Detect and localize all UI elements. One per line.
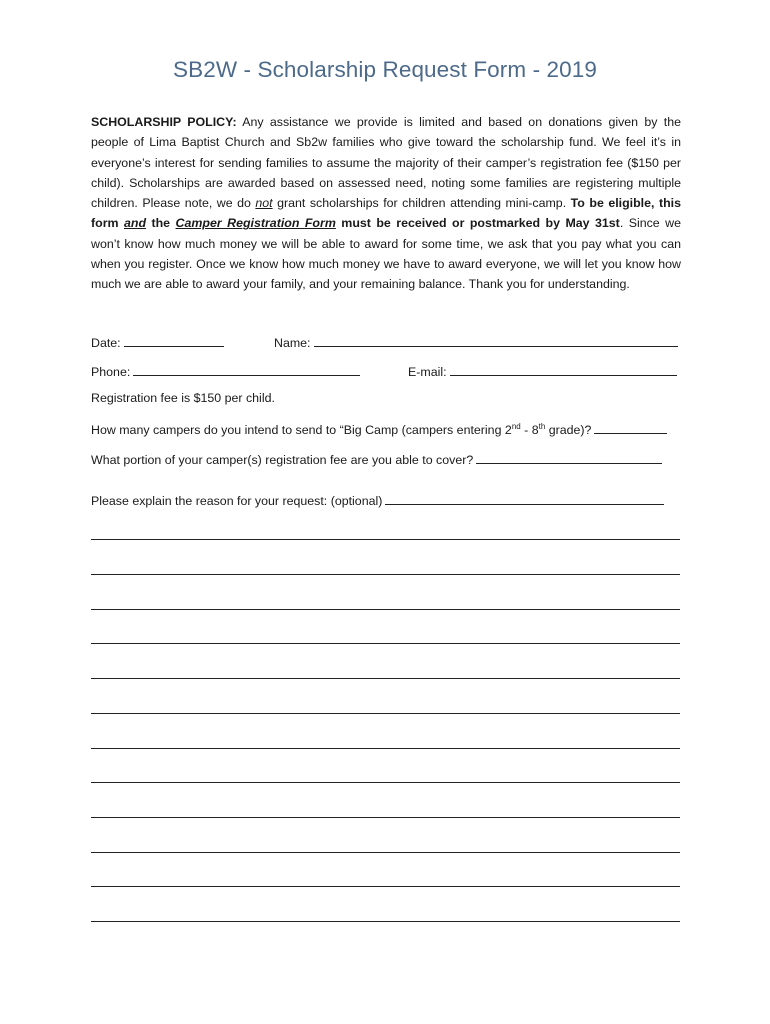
registration-fee-note: Registration fee is $150 per child. xyxy=(91,391,275,405)
name-label: Name: xyxy=(274,336,311,350)
campers-question-c: grade)? xyxy=(545,423,592,437)
phone-field xyxy=(91,362,360,380)
policy-deadline: must be received or postmarked by May 31st xyxy=(335,216,620,231)
date-field xyxy=(91,333,224,351)
campers-count-blank[interactable] xyxy=(594,420,667,434)
email-blank[interactable] xyxy=(450,362,677,376)
campers-sup-th: th xyxy=(538,421,546,431)
policy-text-1: Any assistance we provide is limited and based on donations given by the people of Lima Baptist Church and Sb2w families who give toward the scholarship fund. We feel it’s in everyone’s interest for sending families to assume the majority of their camper’s registration fee ($150 per child). Scholarships are awarded based on assessed need, noting some families are registering multiple children. Please note, we do xyxy=(91,115,682,211)
email-field xyxy=(408,362,677,380)
writing-line[interactable] xyxy=(91,748,680,749)
name-field xyxy=(274,333,678,351)
writing-line[interactable] xyxy=(91,886,680,887)
policy-not-emphasis: not xyxy=(255,196,273,211)
writing-line[interactable] xyxy=(91,817,680,818)
fee-portion-field xyxy=(91,450,662,468)
policy-lead: SCHOLARSHIP POLICY: xyxy=(91,115,237,129)
portion-blank[interactable] xyxy=(476,450,662,464)
writing-line[interactable] xyxy=(91,852,680,853)
campers-sup-nd: nd xyxy=(511,421,521,431)
policy-text-2: grant scholarships for children attending mini-camp. xyxy=(272,196,571,211)
writing-line[interactable] xyxy=(91,574,680,575)
writing-line[interactable] xyxy=(91,782,680,783)
phone-blank[interactable] xyxy=(133,362,360,376)
name-blank[interactable] xyxy=(314,333,678,347)
scholarship-policy xyxy=(91,112,681,295)
writing-line[interactable] xyxy=(91,643,680,644)
date-label: Date: xyxy=(91,336,121,350)
reason-question: Please explain the reason for your request: (optional) xyxy=(91,494,383,508)
writing-line[interactable] xyxy=(91,539,680,540)
writing-line[interactable] xyxy=(91,678,680,679)
policy-eligibility-2: the xyxy=(146,216,176,231)
portion-question: What portion of your camper(s) registration fee are you able to cover? xyxy=(91,453,474,467)
writing-line[interactable] xyxy=(91,921,680,922)
reason-field xyxy=(91,491,664,509)
reason-blank[interactable] xyxy=(385,491,664,505)
writing-line[interactable] xyxy=(91,609,680,610)
policy-text-3: . Since we won’t know how much money we will be able to award for some time, we ask that you pay what you can when you register. Once we know how much money we have to award everyone, we will let you know how much we are able to award your family, and your remaining balance. Thank you for understanding. xyxy=(91,216,681,292)
email-label: E-mail: xyxy=(408,365,447,379)
policy-eligibility-1: To be eligible, this form xyxy=(91,196,681,231)
phone-label: Phone: xyxy=(91,365,131,379)
campers-question-a: How many campers do you intend to send to “Big Camp (campers entering 2 xyxy=(91,423,512,437)
date-blank[interactable] xyxy=(124,333,224,347)
camper-registration-form-link: Camper Registration Form xyxy=(175,216,336,231)
campers-count-field xyxy=(91,420,667,438)
writing-line[interactable] xyxy=(91,713,680,714)
policy-and-emphasis: and xyxy=(124,216,147,231)
campers-question-b: - 8 xyxy=(520,423,539,437)
form-title: SB2W - Scholarship Request Form - 2019 xyxy=(173,57,597,82)
